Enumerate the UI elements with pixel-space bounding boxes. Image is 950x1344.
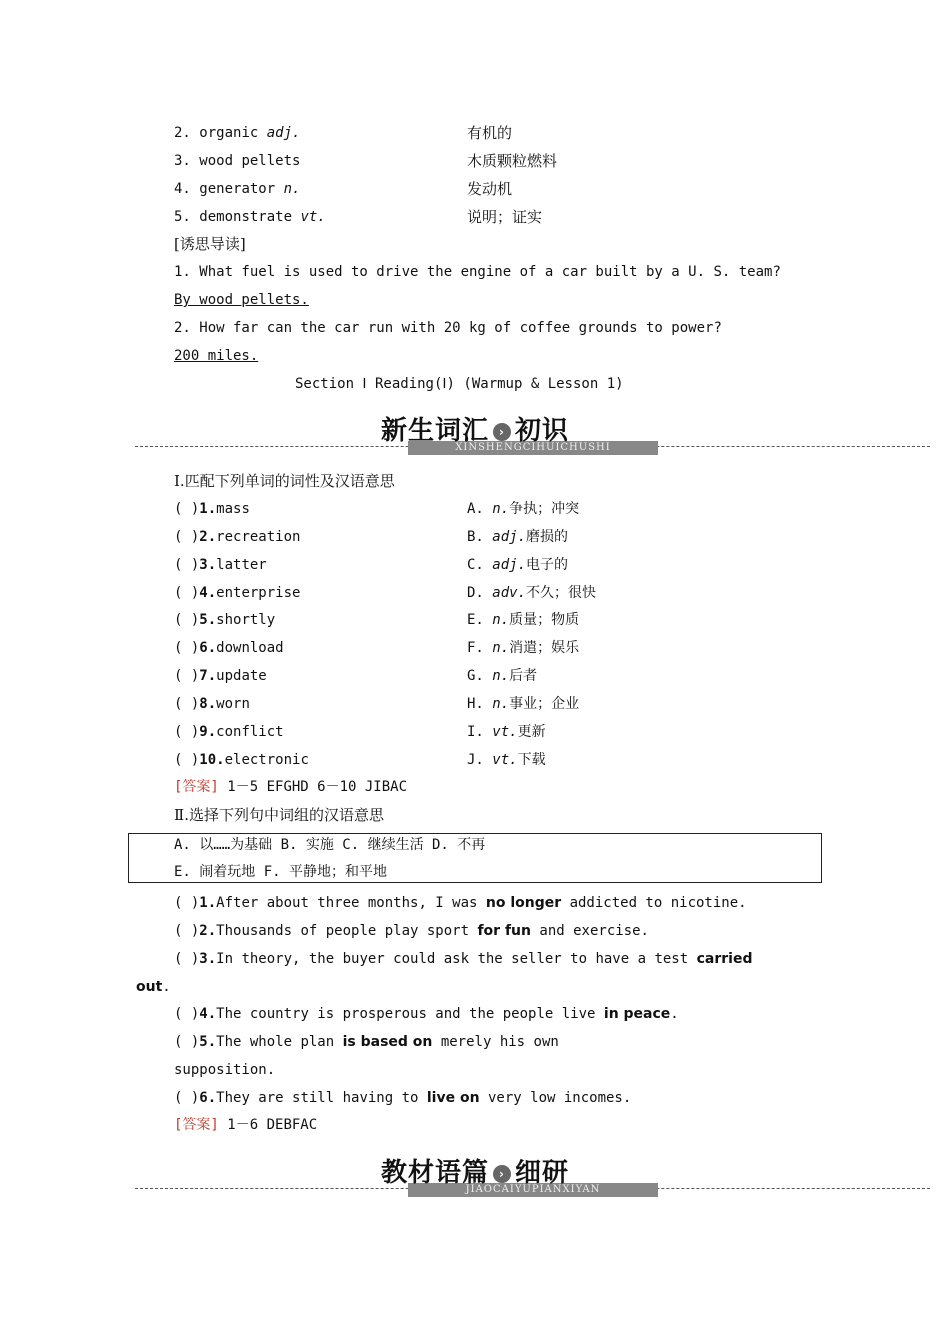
guide-label: [诱思导读] (174, 235, 246, 253)
chevron-right-icon: › (493, 423, 511, 441)
match-item: ( )2.recreation (174, 529, 301, 545)
match-item: ( )4.enterprise (174, 585, 301, 601)
part2-heading: Ⅱ.选择下列句中词组的汉语意思 (174, 806, 384, 824)
match-option: J. vt.下载 (467, 752, 546, 768)
options-line-1: A. 以……为基础 B. 实施 C. 继续生活 D. 不再 (174, 837, 486, 853)
sentence-item: ( )2.Thousands of people play sport for fun and exercise. (174, 923, 649, 939)
guide-question-2: 2. How far can the car run with 20 kg of coffee grounds to power? (174, 320, 722, 336)
match-option: C. adj.电子的 (467, 557, 569, 573)
match-option: A. n.争执；冲突 (467, 501, 580, 517)
match-item: ( )5.shortly (174, 612, 276, 628)
part1-heading: Ⅰ.匹配下列单词的词性及汉语意思 (174, 472, 395, 490)
match-item: ( )7.update (174, 668, 267, 684)
guide-answer-1: By wood pellets. (174, 292, 309, 308)
section-banner-new-words (0, 410, 950, 470)
match-item: ( )1.mass (174, 501, 250, 517)
match-item: ( )3.latter (174, 557, 267, 573)
guide-question-1: 1. What fuel is used to drive the engine of a car built by a U. S. team? (174, 264, 781, 280)
part2-answer: [答案] 1－6 DEBFAC (174, 1117, 318, 1133)
vocab-meaning: 有机的 (467, 124, 513, 142)
match-item: ( )10.electronic (174, 752, 309, 768)
match-option: F. n.消遣；娱乐 (467, 640, 580, 656)
match-option: H. n.事业；企业 (467, 696, 580, 712)
vocab-meaning: 木质颗粒燃料 (467, 152, 558, 170)
match-option: I. vt.更新 (467, 724, 546, 740)
match-option: E. n.质量；物质 (467, 612, 580, 628)
vocab-item: 3. wood pellets (174, 153, 301, 169)
banner-title: 新生词汇 › 初识 (380, 416, 570, 446)
vocab-meaning: 说明；证实 (467, 208, 543, 226)
part1-answer: [答案] 1－5 EFGHD 6－10 JIBAC (174, 779, 408, 795)
sentence-item: ( )4.The country is prosperous and the people live in peace. (174, 1006, 679, 1022)
sentence-item: ( )1.After about three months, I was no longer addicted to nicotine. (174, 895, 747, 911)
match-item: ( )8.worn (174, 696, 250, 712)
vocab-item: 4. generator n. (174, 181, 301, 197)
guide-answer-2: 200 miles. (174, 348, 259, 364)
match-item: ( )9.conflict (174, 724, 284, 740)
vocab-item: 2. organic adj. (174, 125, 301, 141)
section-banner-text-study (0, 1152, 950, 1212)
banner-subtitle: JIAOCAIYUPIANXIYAN (408, 1183, 658, 1197)
options-line-2: E. 闹着玩地 F. 平静地；和平地 (174, 864, 388, 880)
chevron-right-icon: › (493, 1165, 511, 1183)
match-option: G. n.后者 (467, 668, 538, 684)
match-option: D. adv.不久；很快 (467, 585, 597, 601)
vocab-meaning: 发动机 (467, 180, 513, 198)
sentence-item: ( )3.In theory, the buyer could ask the seller to have a test carried (174, 951, 753, 967)
vocab-item: 5. demonstrate vt. (174, 209, 326, 225)
match-item: ( )6.download (174, 640, 284, 656)
sentence-continuation: supposition. (174, 1062, 276, 1078)
sentence-item: ( )6.They are still having to live on very low incomes. (174, 1090, 632, 1106)
match-option: B. adj.磨损的 (467, 529, 569, 545)
sentence-continuation: out. (136, 979, 171, 995)
banner-subtitle: XINSHENGCIHUICHUSHI (408, 441, 658, 455)
banner-title: 教材语篇 › 细研 (380, 1158, 570, 1188)
section-title: Section Ⅰ Reading(Ⅰ) (Warmup & Lesson 1) (295, 376, 624, 392)
sentence-item: ( )5.The whole plan is based on merely his own (174, 1034, 559, 1050)
